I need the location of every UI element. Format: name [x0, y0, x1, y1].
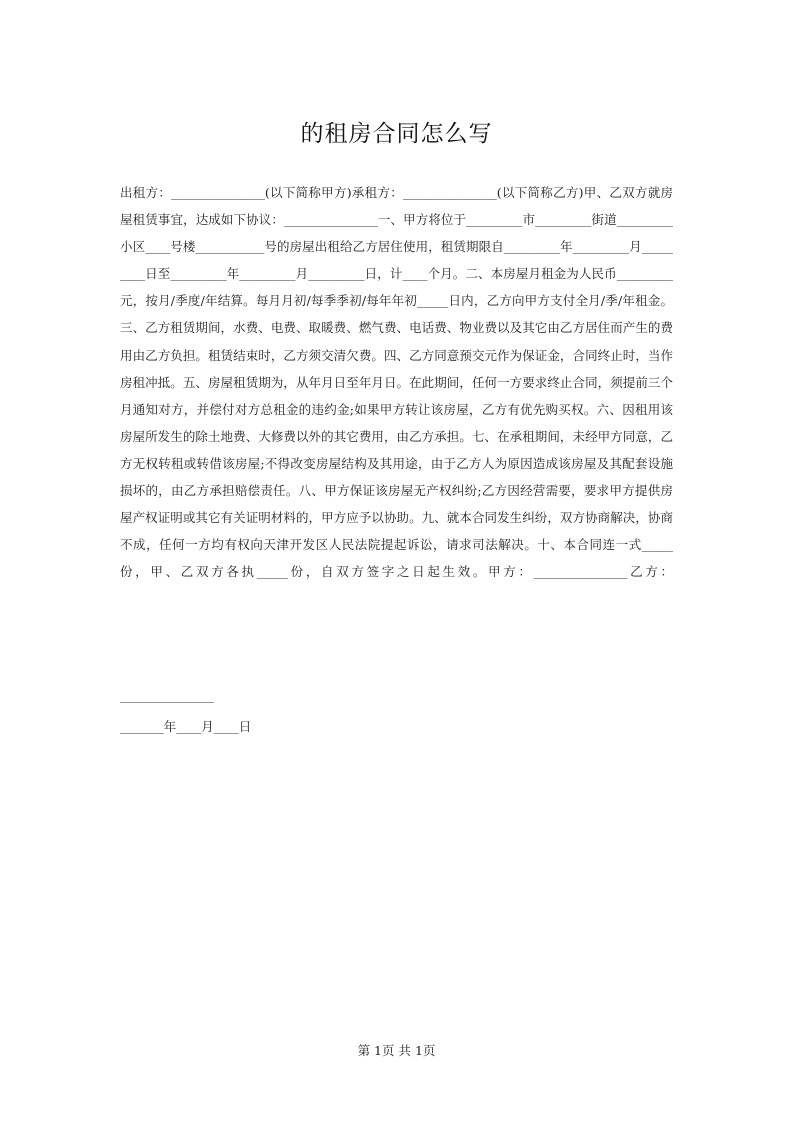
- page-footer: 第 1页 共 1页: [357, 1043, 436, 1058]
- signature-blank: _______________: [120, 688, 214, 703]
- document-title: 的租房合同怎么写: [300, 121, 493, 148]
- date-line: _______年____月____日: [120, 719, 252, 734]
- contract-body: 出租方：_______________(以下简称甲方)承租方：_______________(以下简称乙方)甲、乙双方就房屋租赁事宜，达成如下协议：_______________一、甲方将位于_________市_________街道_________小区____号楼___________号的房屋出租给乙方居住使用，租赁期限自_________年_________月_________日至_________年_________月_________日，计____个月。二、本房屋月租金为人民币_________元，按月/季度/年结算。每月月初/每季季初/每年年初_____日内，乙方向甲方支付全月/季/年租金。三、乙方租赁期间，水费、电费、取暖费、燃气费、电话费、物业费以及其它由乙方居住而产生的费用由乙方负担。租赁结束时，乙方须交清欠费。四、乙方同意预交元作为保证金，合同终止时，当作房租冲抵。五、房屋租赁期为，从年月日至年月日。在此期间，任何一方要求终止合同，须提前三个月通知对方，并偿付对方总租金的违约金;如果甲方转让该房屋，乙方有优先购买权。六、因租用该房屋所发生的除土地费、大修费以外的其它费用，由乙方承担。七、在承租期间，未经甲方同意，乙方无权转租或转借该房屋;不得改变房屋结构及其用途，由于乙方人为原因造成该房屋及其配套设施损坏的，由乙方承担赔偿责任。八、甲方保证该房屋无产权纠纷;乙方因经营需要，要求甲方提供房屋产权证明或其它有关证明材料的，甲方应予以协助。九、就本合同发生纠纷，双方协商解决，协商不成，任何一方均有权向天津开发区人民法院提起诉讼，请求司法解决。十、本合同连一式_____份，甲、乙双方各执_____份，自双方签字之日起生效。甲方：_______________乙方：: [120, 185, 673, 580]
